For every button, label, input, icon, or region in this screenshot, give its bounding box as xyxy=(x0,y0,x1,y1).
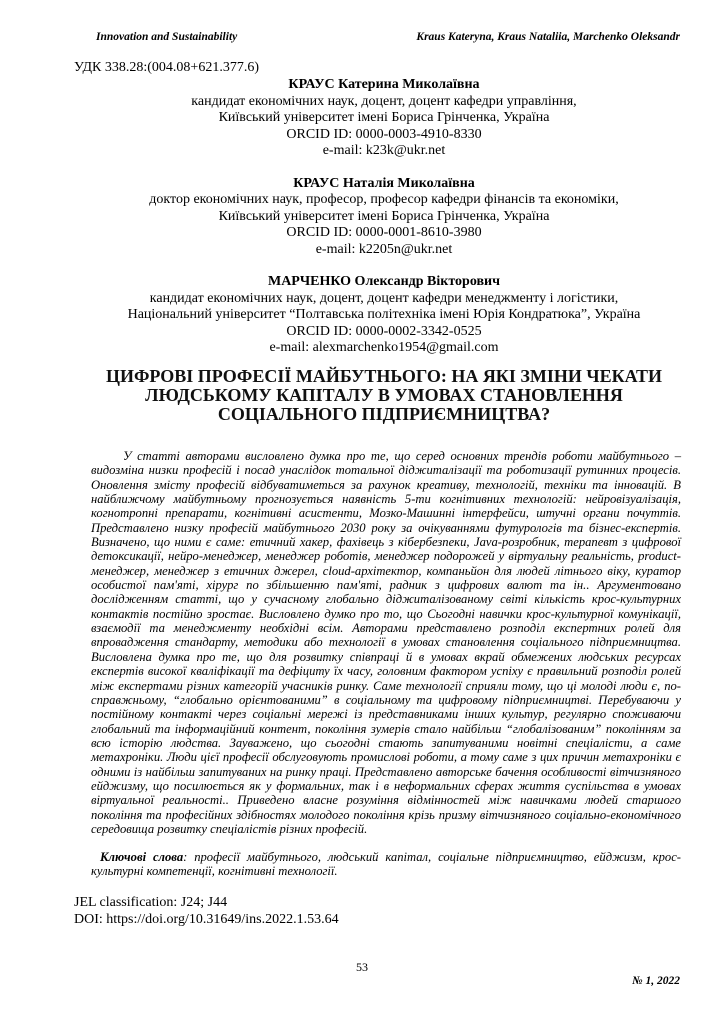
author-position: кандидат економічних наук, доцент, доцент кафедри управління, xyxy=(191,93,577,109)
abstract: У статті авторами висловлено думка про те, що серед основних трендів роботи майбутнього – видозміна низки професій і посад унаслідок тотальної діджиталізації та роботизації рутинних процесів. Оновлення змісту професій відбуватиметься за рахунок креативу, технологій, техніки та інновацій. В найближчому майбутньому прогнозується наявність 5-ти когнітивних технологій: нейровізуалізація, когнотропні препарати, когнітивні асистенти, Мозко-Машинні інтерфейси, штучні органи почуттів. Представлено низку професій майбутнього 2030 року за очікуваннями футурологів та бізнес-експертів. Визначено, що ними є саме: етичний хакер, фахівець з кібербезпеки, Java-розробник, терапевт з цифрової детоксикації, нейро-менеджер, менеджер роботів, менеджер подорожей у віртуальну реальність, product-менеджер, менеджер з етичних джерел, cloud-архітектор, компаньйон для людей літнього віку, куратор особистої пам'яті, хірург по збільшенню пам'яті, радник з цифрових валют та ін.. Аргументовано дослідженням статті, що у сучасному глобально діджиталізованому світі кількість крос-культурних контактів постійно зростає. Висловлено думко про то, що Сьогодні навички крос-культурної комунікації, взаємодії та менеджменту необхідні всім. Авторами представлено розподіл експертних ролей для впровадження стандарту, методики або технології в умовах становлення соціального підприємництва. Висловлена думка про те, що для розвитку співпраці й в умовах вкрай обмежених людських ресурсах експертів високої кваліфікації та дефіциту їх часу, головним фактором успіху є правильний розподіл ролей між експертами різних категорій учасників ринку. Саме технології сприяли тому, що ці молоді люди є, по-справжньому, “глобально орієнтованими” в соціальному та цифровому підприємництві. Перебуваючи у постійному контакті через соціальні мережі із представниками інших культур, регулярно споживаючи глобальний та інформаційний контент, покоління зумерів стало найбільш “глобалізованим” поколінням за всю історію людства. Зауважено, що сьогодні стають запитуваними новітні спеціалісти, а саме метахроніки. Люди цієї професії обслуговують промислові роботи, а тому саме з цих причин метахроніки є одними із найбільш запитуваних на ринку праці. Представлено авторське бачення особливості вітчизняного ейджизму, що посилюється як у формальних, так і в неформальних сферах життя суспільства в умовах віртуальної реальності.. Приведено власне розуміння відмінностей між навичками людей старшого покоління та професійних здібностях молодого покоління крізь призму вітчизняного соціально-економічного середовища розвитку спеціалістів різних професій. xyxy=(91,449,681,836)
author-block xyxy=(74,176,694,259)
author-affiliation: Національний університет “Полтавська політехніка імені Юрія Кондратюка”, Україна xyxy=(127,307,641,322)
doi: DOI: https://doi.org/10.31649/ins.2022.1.53.64 xyxy=(74,912,339,927)
keywords-text: : професії майбутнього, людський капітал, соціальне підприємництво, ейджизм, крос-культурні компетенції, когнітивні технології. xyxy=(91,850,682,879)
running-header-authors: Kraus Kateryna, Kraus Nataliia, Marchenko Oleksandr xyxy=(416,31,680,43)
author-email: e-mail: k2205n@ukr.net xyxy=(315,241,453,257)
jel-classification: JEL classification: J24; J44 xyxy=(74,895,228,910)
author-email: e-mail: alexmarchenko1954@gmail.com xyxy=(269,340,499,355)
author-name: МАРЧЕНКО Олександр Вікторович xyxy=(267,274,500,289)
udk-code: УДК 338.28:(004.08+621.377.6) xyxy=(74,60,259,75)
author-orcid: ORCID ID: 0000-0003-4910-8330 xyxy=(286,126,482,142)
author-affiliation: Київський університет імені Бориса Грінченка, Україна xyxy=(218,110,550,125)
author-name: КРАУС Наталія Миколаївна xyxy=(293,175,475,191)
classification-block xyxy=(74,894,339,928)
author-position: кандидат економічних наук, доцент, доцент кафедри менеджменту і логістики, xyxy=(149,290,619,306)
running-header-journal: Innovation and Sustainability xyxy=(96,31,238,43)
author-name: КРАУС Катерина Миколаївна xyxy=(288,77,480,92)
author-block xyxy=(74,77,694,160)
page-number: 53 xyxy=(356,960,368,974)
keywords-label: Ключові слова xyxy=(100,850,184,864)
author-list xyxy=(74,77,694,373)
issue-number: № 1, 2022 xyxy=(632,975,680,987)
author-affiliation: Київський університет імені Бориса Грінченка, Україна xyxy=(218,208,550,224)
author-block xyxy=(74,274,694,357)
keywords xyxy=(91,850,681,879)
author-orcid: ORCID ID: 0000-0002-3342-0525 xyxy=(286,323,482,339)
author-orcid: ORCID ID: 0000-0001-8610-3980 xyxy=(286,225,482,240)
paper-title: ЦИФРОВІ ПРОФЕСІЇ МАЙБУТНЬОГО: НА ЯКІ ЗМІНИ ЧЕКАТИ ЛЮДСЬКОМУ КАПІТАЛУ В УМОВАХ СТАНОВЛЕННЯ СОЦІАЛЬНОГО ПІДПРИЄМНИЦТВА? xyxy=(105,366,663,424)
author-position: доктор економічних наук, професор, професор кафедри фінансів та економіки, xyxy=(149,192,619,207)
author-email: e-mail: k23k@ukr.net xyxy=(322,143,446,158)
